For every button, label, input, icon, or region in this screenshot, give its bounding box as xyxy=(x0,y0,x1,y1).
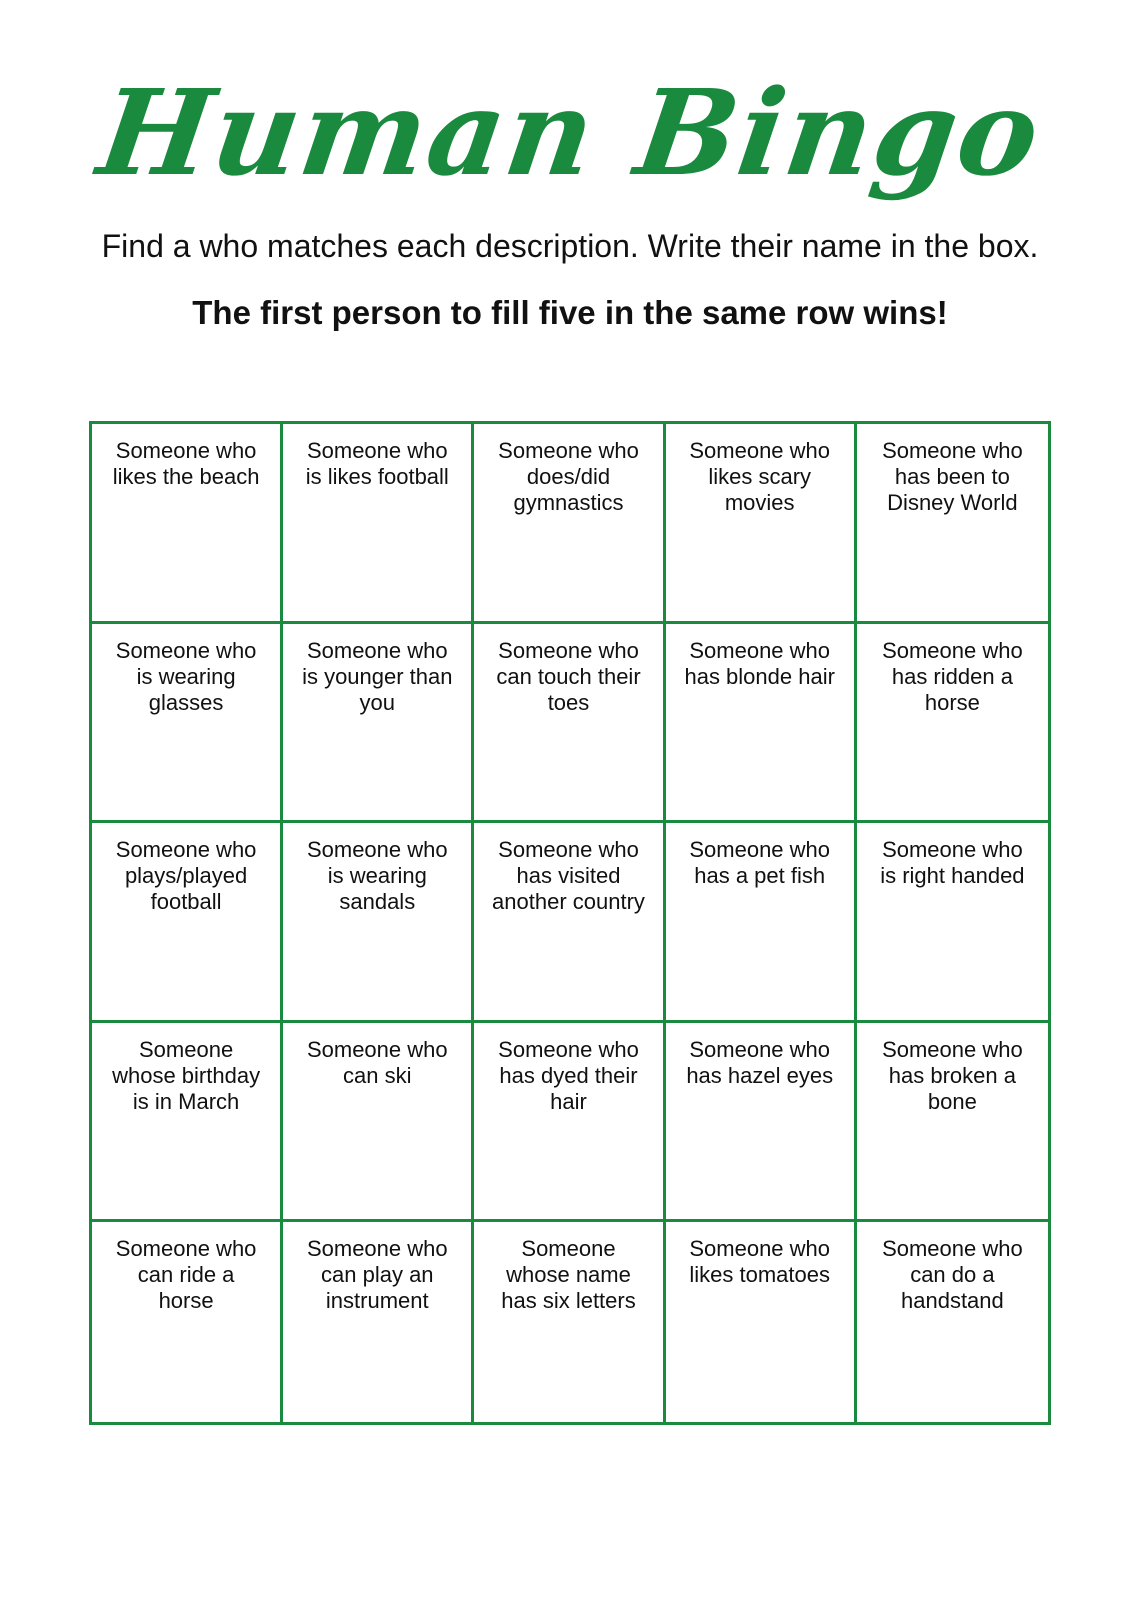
bingo-cell-r3-c4[interactable]: Someone who has a pet fish xyxy=(666,823,857,1023)
bingo-cell-r4-c4[interactable]: Someone who has hazel eyes xyxy=(666,1023,857,1223)
bingo-cell-r4-c5[interactable]: Someone who has broken a bone xyxy=(857,1023,1048,1223)
bingo-cell-r4-c3[interactable]: Someone who has dyed their hair xyxy=(474,1023,665,1223)
bingo-cell-r5-c3[interactable]: Someone whose name has six letters xyxy=(474,1222,665,1422)
instructions-text: Find a who matches each description. Write their name in the box. xyxy=(101,228,1039,264)
bingo-cell-r2-c1[interactable]: Someone who is wearing glasses xyxy=(92,624,283,824)
bingo-cell-r3-c2[interactable]: Someone who is wearing sandals xyxy=(283,823,474,1023)
bingo-cell-r3-c1[interactable]: Someone who plays/played football xyxy=(92,823,283,1023)
bingo-cell-r4-c1[interactable]: Someone whose birthday is in March xyxy=(92,1023,283,1223)
bingo-cell-r2-c4[interactable]: Someone who has blonde hair xyxy=(666,624,857,824)
bingo-cell-r3-c3[interactable]: Someone who has visited another country xyxy=(474,823,665,1023)
bingo-cell-r1-c5[interactable]: Someone who has been to Disney World xyxy=(857,424,1048,624)
bingo-cell-r3-c5[interactable]: Someone who is right handed xyxy=(857,823,1048,1023)
bingo-grid xyxy=(89,421,1051,1425)
bingo-cell-r1-c2[interactable]: Someone who is likes football xyxy=(283,424,474,624)
bingo-cell-r5-c5[interactable]: Someone who can do a handstand xyxy=(882,1236,1023,1314)
bingo-cell-r1-c1[interactable]: Someone who likes the beach xyxy=(92,424,283,624)
bingo-cell-r5-c2[interactable]: Someone who can play an instrument xyxy=(283,1222,474,1422)
bingo-cell-r1-c3[interactable]: Someone who does/did gymnastics xyxy=(474,424,665,624)
bingo-cell-r5-c4[interactable]: Someone who likes tomatoes xyxy=(666,1222,857,1422)
bingo-cell-r2-c2[interactable]: Someone who is younger than you xyxy=(283,624,474,824)
bingo-cell-r4-c2[interactable]: Someone who can ski xyxy=(283,1023,474,1223)
bingo-cell-r5-c1[interactable]: Someone who can ride a horse xyxy=(92,1222,283,1422)
page-title: Human Bingo xyxy=(90,63,1050,202)
bingo-cell-r1-c4[interactable]: Someone who likes scary movies xyxy=(666,424,857,624)
win-rule-text: The first person to fill five in the same row wins! xyxy=(192,294,948,331)
bingo-cell-r2-c5[interactable]: Someone who has ridden a horse xyxy=(857,624,1048,824)
bingo-cell-r2-c3[interactable]: Someone who can touch their toes xyxy=(474,624,665,824)
